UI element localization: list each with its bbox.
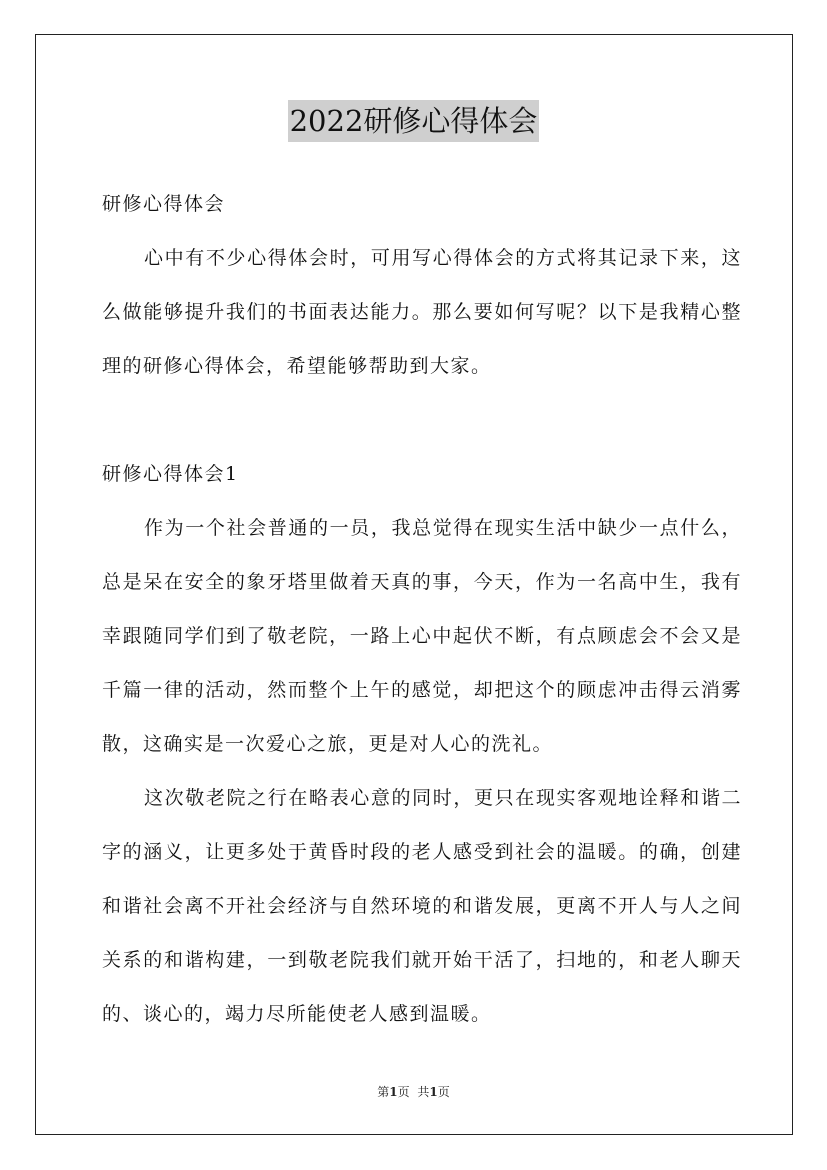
document-title <box>0 100 827 142</box>
paragraph-spacer <box>102 393 742 447</box>
total-label-prefix: 共 <box>417 1085 430 1099</box>
document-subtitle: 研修心得体会 <box>102 193 226 215</box>
document-body <box>102 177 742 1041</box>
document-title-text: 2022研修心得体会 <box>288 100 540 142</box>
page-label-prefix: 第 <box>377 1085 390 1099</box>
total-label-suffix: 页 <box>437 1085 450 1099</box>
section-heading: 研修心得体会1 <box>102 463 239 485</box>
body-paragraph: 作为一个社会普通的一员，我总觉得在现实生活中缺少一点什么，总是呆在安全的象牙塔里做着天真的事，今天，作为一名高中生，我有幸跟随同学们到了敬老院，一路上心中起伏不断，有点顾虑会不会又是千篇一律的活动，然而整个上午的感觉，却把这个的顾虑冲击得云消雾散，这确实是一次爱心之旅，更是对人心的洗礼。 <box>102 517 742 755</box>
page-footer <box>0 1083 827 1101</box>
page-current-number: 1 <box>389 1085 398 1099</box>
page-label-suffix: 页 <box>397 1085 410 1099</box>
page-total-number: 1 <box>429 1085 438 1099</box>
intro-paragraph: 心中有不少心得体会时，可用写心得体会的方式将其记录下来，这么做能够提升我们的书面表达能力。那么要如何写呢？以下是我精心整理的研修心得体会，希望能够帮助到大家。 <box>102 247 742 377</box>
body-paragraph: 这次敬老院之行在略表心意的同时，更只在现实客观地诠释和谐二字的涵义，让更多处于黄昏时段的老人感受到社会的温暖。的确，创建和谐社会离不开社会经济与自然环境的和谐发展，更离不开人与人之间关系的和谐构建，一到敬老院我们就开始干活了，扫地的，和老人聊天的、谈心的，竭力尽所能使老人感到温暖。 <box>102 787 742 1025</box>
